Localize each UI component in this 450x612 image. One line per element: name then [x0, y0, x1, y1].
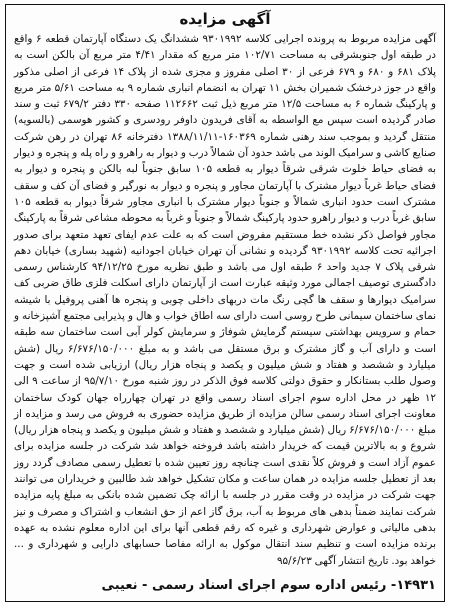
notice-body — [14, 31, 436, 569]
notice-signature: ۱۴۹۳۱- رئیس اداره سوم اجرای اسناد رسمی - نعیبی — [101, 578, 436, 593]
notice-paragraph: آگهی مزایده مربوط به پرونده اجرایی کلاسه ۹۳۰۱۹۹۲ ششدانگ یک دستگاه آپارتمان قطعه ۶ واقع در طبقه اول جنوبشرقی به مساحت ۱۰۲/۷۱ متر مربع که مقدار ۴/۴۱ متر مربع آن بالکن است به پلاک ۶۸۱ و ۶۸۰ و ۶۷۹ فرعی از ۳۰ اصلی مفروز و مجزی شده از پلاک ۱۴ فرعی از اصلی مذکور واقع در جوز درخشک شمیران بخش ۱۱ تهران به انضمام انباری شماره ۹ به مساحت ۵/۶۱ متر مربع و پارکینگ شماره ۶ به مساحت ۱۲/۵ متر مربع ذیل ثبت ۱۱۲۶۶۲ صفحه ۳۳۰ دفتر ۶۷۹/۲ ثبت و سند صادر گردیده است سپس مع الواسطه به آقای فریدون داوفر رودسری و کشور هوسمی (بالسویه) منتقل گردید و بموجب سند رهنی شماره ۱۶۰۳۶۹-۱۳۸۸/۱۱/۱۱ دفترخانه ۸۶ تهران در رهن شرکت صنایع کاشی و سرامیک الوند می باشد حدود آن شمالاً درب و دیوار به راهرو و راه پله و پنجره و دیوار به فضای حیاط خلوت شرقی شرقاً دیوار به قطعه ۱۰۵ سابق جنوباً لبه بالکن و پنجره و دیوار به فضای حیاط غرباً دیوار مشترک با آپارتمان مجاور و پنجره و دیوار به نورگیر و فضای آن کف و سقف مشترک است حدود انباری شمالاً و جنوباً دیوار مشترک با انباری مجاور شرقاً دیوار به قطعه ۱۰۵ سابق غرباً درب و دیوار راهرو حدود پارکینگ شمالاً و جنوباً و غرباً به محوطه مشاعی شرقاً به پارکینگ مجاور فواصل ذکر نشده خط مستقیم مفروض است که به علت عدم ایفای تعهد متعهد برای صدور اجرائیه تحت کلاسه ۹۳۰۱۹۹۲ گردیده و نشانی آن تهران خیابان اجودانیه (شهید بساری) خیابان دهم شرقی پلاک ۷ جدید واحد ۶ طبقه اول می باشد و طبق نظریه مورخ ۹۴/۱۲/۲۵ کارشناس رسمی دادگستری توصیف اجمالی مورد وثیقه عبارت است از آپارتمان دارای اسکلت فلزی طاق ضربی کف سرامیک دیوارها و سقف ها گچی رنگ مات دربهای داخلی چوبی و پنجره ها آهنی پروفیل با شیشه نمای ساختمان سیمانی طرح روسی است دارای سه اطاق خواب و هال و پذیرایی مجتمع آشپزخانه و حمام و سرویس بهداشتی سیستم گرمایش شوفاژ و سرمایش کولر آبی است ساختمان سه طبقه است و دارای آب و گاز مشترک و برق مستقل می باشد و به مبلغ ۶/۶۷۶/۱۵۰/۰۰۰ ریال (شش میلیارد و ششصد و هفتاد و شش میلیون و یکصد و پنجاه هزار ریال) ارزیابی شده است و جهت وصول طلب بستانکار و حقوق دولتی کلاسه فوق الذکر در روز شنبه مورخ ۹۵/۷/۱۰ از ساعت ۹ الی ۱۲ ظهر در محل اداره سوم اجرای اسناد رسمی واقع در تهران چهارراه جهان کودک ساختمان معاونت اجرای اسناد رسمی سالن مزایده از طریق مزایده حضوری به فروش می رسد و مزایده از مبلغ ۶/۶۷۶/۱۵۰/۰۰۰ ریال (شش میلیارد و ششصد و هفتاد و شش میلیون و یکصد و پنجاه هزار ریال) شروع و به بالاترین قیمت که خریدار داشته باشد فروخته خواهد شد شرکت در جلسه مزایده برای عموم آزاد است و فروش کلاً نقدی است چنانچه روز تعیین شده با تعطیل رسمی مصادف گردد روز بعد از تعطیل جلسه مزایده در همان ساعت و مکان تشکیل خواهد شد طالبین و خریداران می توانند جهت شرکت در مزایده در وقت مقرر در جلسه با ارائه چک تضمین شده بانکی به مبلغ پایه مزایده شرکت نمایند ضمناً بدهی های مربوط به آب، برق گاز اعم از حق انشعاب و اشتراک و مصرف و نیز بدهی مالیاتی و عوارض شهرداری و غیره که رقم قطعی آنها برای این اداره معلوم نشده به عهده برنده مزایده است و تنظیم سند انتقال موکول به ارائه مفاصا حسابهای دارایی و شهرداری و ... خواهد بود. تاریخ انتشار آگهی ۹۵/۶/۲۳ — [14, 33, 437, 567]
notice-title: آگهی مزایده — [179, 10, 271, 28]
auction-notice — [5, 4, 445, 602]
